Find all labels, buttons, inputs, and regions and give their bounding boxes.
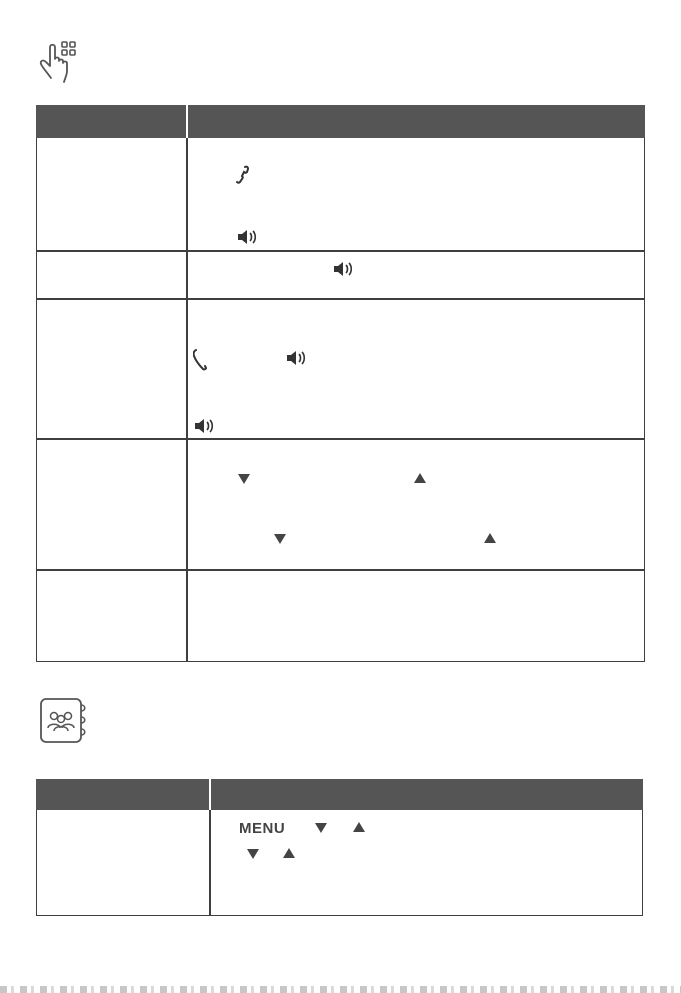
features-table-header — [36, 105, 645, 138]
row-divider — [36, 298, 645, 300]
down-arrow-icon — [238, 474, 250, 484]
header-divider — [186, 105, 188, 138]
column-divider — [209, 810, 211, 916]
column-divider — [186, 138, 188, 662]
menu-key-label: MENU — [239, 820, 286, 837]
features-table — [36, 105, 645, 662]
up-arrow-icon — [484, 533, 496, 543]
speaker-icon — [237, 229, 259, 245]
speaker-icon — [333, 261, 355, 277]
row-divider — [36, 569, 645, 571]
down-arrow-icon — [274, 534, 286, 544]
cropped-page-edge — [0, 986, 681, 993]
up-arrow-icon — [414, 473, 426, 483]
up-arrow-icon — [353, 822, 365, 832]
down-arrow-icon — [315, 823, 327, 833]
phonebook-contacts-icon — [38, 697, 92, 745]
row-divider — [36, 438, 645, 440]
header-divider — [209, 779, 211, 810]
hand-keypad-icon — [36, 38, 84, 86]
up-arrow-icon — [283, 848, 295, 858]
phone-icon — [193, 349, 207, 371]
phonebook-table-header — [36, 779, 643, 810]
down-arrow-icon — [247, 849, 259, 859]
row-divider — [36, 250, 645, 252]
speaker-icon — [194, 418, 216, 434]
handset-icon — [236, 165, 250, 187]
speaker-icon — [286, 350, 308, 366]
